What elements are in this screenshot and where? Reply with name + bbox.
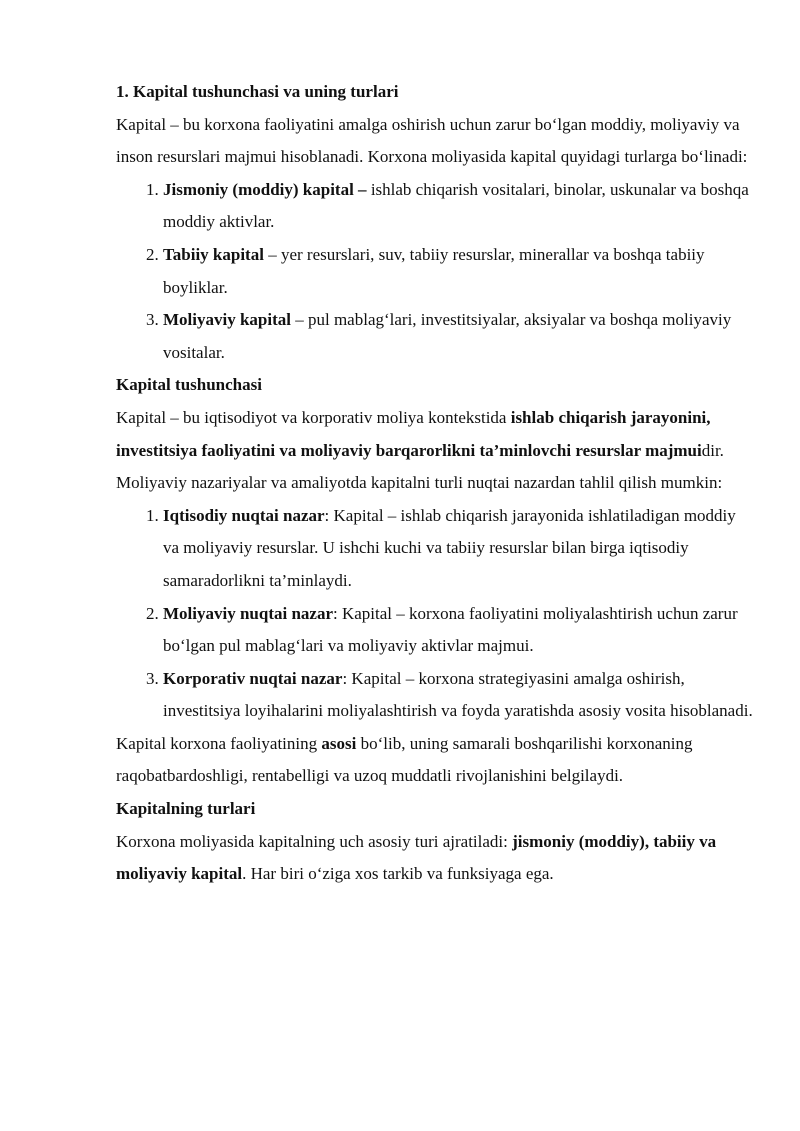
list-item-term: Tabiiy kapital [163, 244, 264, 264]
list-item [163, 239, 756, 304]
list-item-text: : Kapital – ishlab chiqarish jarayonida ishlatiladigan moddiy va moliyaviy resurslar. U ishchi kuchi va tabiiy resurslar bilan birga iqtisodiy samaradorlikni ta’minlaydi. [163, 505, 736, 590]
list-item [163, 598, 756, 663]
bold-run: ishlab chiqarish jarayonini, investitsiya faoliyatini va moliyaviy barqarorlikni ta’minlovchi resurslar majmui [116, 407, 711, 460]
text-run: Kapital korxona faoliyatining [116, 733, 322, 753]
section-3-intro [116, 826, 756, 891]
list-item-text: : Kapital – korxona strategiyasini amalga oshirish, investitsiya loyihalarini moliyalashtirish va foyda yaratishda asosiy vosita hisoblanadi. [163, 668, 753, 721]
list-item-term: Iqtisodiy nuqtai nazar [163, 505, 325, 525]
list-item-text: – pul mablag‘lari, investitsiyalar, aksiyalar va boshqa moliyaviy vositalar. [163, 310, 732, 362]
list-item-term: Jismoniy (moddiy) kapital – [163, 179, 367, 199]
document-body [116, 76, 756, 891]
section-heading-2: Kapital tushunchasi [116, 375, 262, 395]
list-item-text: – yer resurslari, suv, tabiiy resurslar, minerallar va boshqa tabiiy boyliklar. [163, 244, 705, 297]
list-item-text: ishlab chiqarish vositalari, binolar, uskunalar va boshqa moddiy aktivlar. [163, 179, 749, 232]
text-run: Kapital – bu iqtisodiyot va korporativ moliya kontekstida [116, 407, 511, 427]
list-item [163, 663, 756, 728]
section-heading-1: 1. Kapital tushunchasi va uning turlari [116, 82, 399, 101]
text-run: Korxona moliyasida kapitalning uch asosiy turi ajratiladi: [116, 831, 513, 851]
section-2-intro [116, 402, 756, 500]
list-item [163, 500, 756, 598]
section-heading-3: Kapitalning turlari [116, 799, 256, 819]
text-run: dir. Moliyaviy nazariyalar va amaliyotda kapitalni turli nuqtai nazardan tahlil qilish mumkin: [116, 440, 724, 493]
list-item-text: : Kapital – korxona faoliyatini moliyalashtirish uchun zarur bo‘lgan pul mablag‘lari va moliyaviy aktivlar majmui. [163, 603, 738, 656]
list-item-term: Korporativ nuqtai nazar [163, 668, 343, 688]
list-item-term: Moliyaviy kapital [163, 310, 291, 330]
section-1-intro: Kapital – bu korxona faoliyatini amalga oshirish uchun zarur bo‘lgan moddiy, moliyaviy va inson resurslari majmui hisoblanadi. Korxona moliyasida kapital quyidagi turlarga bo‘linadi: [116, 114, 748, 167]
list-item [163, 174, 756, 239]
capital-types-list [116, 174, 756, 370]
viewpoints-list [116, 500, 756, 728]
list-item [163, 304, 756, 369]
text-run: bo‘lib, uning samarali boshqarilishi korxonaning raqobatbardoshligi, rentabelligi va uzoq muddatli rivojlanishini belgilaydi. [116, 733, 693, 786]
bold-run: jismoniy (moddiy), tabiiy va moliyaviy kapital [116, 831, 717, 884]
text-run: . Har biri o‘ziga xos tarkib va funksiyaga ega. [242, 864, 554, 884]
bold-run: asosi [321, 733, 357, 753]
list-item-term: Moliyaviy nuqtai nazar [163, 603, 334, 623]
section-2-outro [116, 728, 756, 793]
